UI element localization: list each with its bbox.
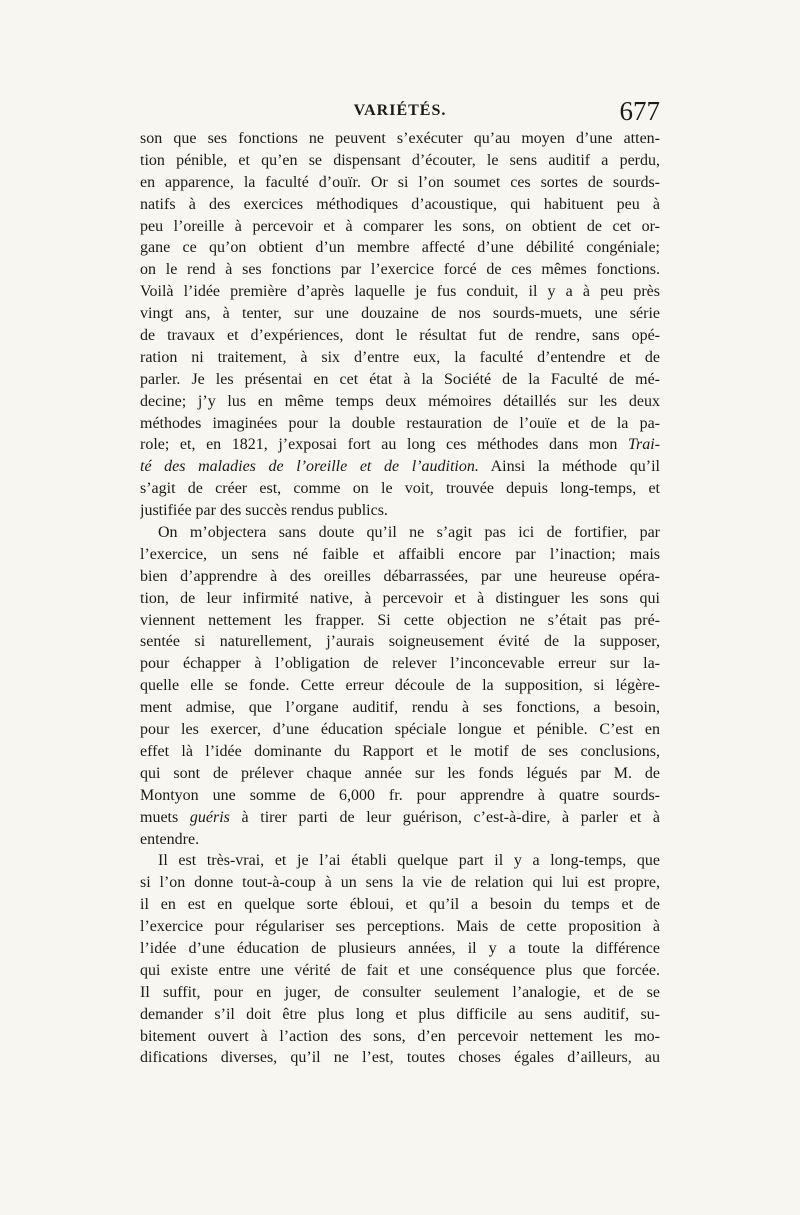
text-line bbox=[140, 850, 660, 872]
text-line bbox=[140, 544, 660, 566]
text-line bbox=[140, 675, 660, 697]
text-run: On m’objectera sans doute qu’il ne s’agit pas ici de fortifier, par bbox=[158, 524, 660, 542]
text-line bbox=[140, 369, 660, 391]
text-run: son que ses fonctions ne peuvent s’exécuter qu’au moyen d’une atten- bbox=[140, 130, 660, 147]
text-run: pour les exercer, d’une éducation spéciale longue et pénible. C’est en bbox=[140, 721, 660, 739]
text-line bbox=[140, 697, 660, 719]
text-line bbox=[140, 653, 660, 675]
text-run: bitement ouvert à l’action des sons, d’en percevoir nettement les mo- bbox=[140, 1027, 660, 1045]
page-number: 677 bbox=[619, 96, 660, 126]
text-line bbox=[140, 566, 660, 588]
text-run: en apparence, la faculté d’ouïr. Or si l’on soumet ces sortes de sourds- bbox=[140, 173, 660, 191]
paragraph bbox=[140, 522, 660, 850]
text-line bbox=[140, 807, 660, 829]
paragraph bbox=[140, 128, 660, 522]
text-run: de travaux et d’expériences, dont le résultat fut de rendre, sans opé- bbox=[140, 327, 660, 345]
text-run: Ainsi la méthode qu’il bbox=[478, 458, 660, 476]
text-line bbox=[140, 522, 660, 544]
text-line bbox=[140, 610, 660, 632]
text-line bbox=[140, 1026, 660, 1048]
text-run: vingt ans, à tenter, sur une douzaine de nos sourds-muets, une série bbox=[140, 305, 660, 323]
text-run: s’agit de créer est, comme on le voit, trouvée depuis long-temps, et bbox=[140, 480, 660, 498]
text-line bbox=[140, 938, 660, 960]
text-line bbox=[140, 982, 660, 1004]
text-run: l’exercice, un sens né faible et affaibli encore par l’inaction; mais bbox=[140, 545, 660, 563]
paragraph bbox=[140, 850, 660, 1069]
text-run: ration ni traitement, à six d’entre eux, la faculté d’entendre et de bbox=[140, 348, 660, 366]
body-text bbox=[140, 128, 660, 1069]
text-run: viennent nettement les frapper. Si cette objection ne s’était pas pré- bbox=[140, 611, 660, 629]
text-run: parler. Je les présentai en cet état à la Société de la Faculté de mé- bbox=[140, 370, 660, 388]
text-run: justifiée par des succès rendus publics. bbox=[140, 502, 388, 520]
text-run: effet là l’idée dominante du Rapport et le motif de ses conclusions, bbox=[140, 742, 660, 760]
text-run: qui existe entre une vérité de fait et une conséquence plus que forcée. bbox=[140, 961, 660, 979]
text-line bbox=[140, 872, 660, 894]
text-line bbox=[140, 741, 660, 763]
text-run: si l’on donne tout-à-coup à un sens la vie de relation qui lui est propre, bbox=[140, 874, 660, 892]
text-run: à tirer parti de leur guérison, c’est-à-dire, à parler et à bbox=[229, 808, 660, 826]
text-line bbox=[140, 259, 660, 281]
italic-text: guéris bbox=[189, 808, 230, 826]
text-line bbox=[140, 960, 660, 982]
text-line bbox=[140, 1047, 660, 1069]
text-run: l’exercice pour régulariser ses perceptions. Mais de cette proposition à bbox=[140, 918, 660, 936]
text-line bbox=[140, 281, 660, 303]
text-run: entendre. bbox=[140, 830, 200, 848]
text-line bbox=[140, 434, 660, 456]
text-run: Il est très-vrai, et je l’ai établi quelque part il y a long-temps, que bbox=[158, 852, 660, 870]
text-line bbox=[140, 500, 660, 522]
text-run: il en est en quelque sorte ébloui, et qu’il a besoin du temps et de bbox=[140, 896, 660, 914]
text-run: Voilà l’idée première d’après laquelle je fus conduit, il y a à peu près bbox=[140, 283, 660, 301]
text-run: sentée si naturellement, j’aurais soigneusement évité de la supposer, bbox=[140, 633, 660, 651]
italic-text: té des maladies de l’oreille et de l’audition. bbox=[140, 458, 479, 476]
text-run: méthodes imaginées pour la double restauration de l’ouïe et de la pa- bbox=[140, 414, 660, 432]
text-line bbox=[140, 785, 660, 807]
text-run: role; et, en 1821, j’exposai fort au long ces méthodes dans mon bbox=[140, 436, 628, 454]
text-line bbox=[140, 894, 660, 916]
text-run: ment admise, que l’organe auditif, rendu à ses fonctions, a besoin, bbox=[140, 699, 660, 717]
text-run: decine; j’y lus en même temps deux mémoires détaillés sur les deux bbox=[140, 392, 660, 410]
text-line bbox=[140, 303, 660, 325]
text-run: bien d’apprendre à des oreilles débarrassées, par une heureuse opéra- bbox=[140, 567, 660, 585]
text-line bbox=[140, 347, 660, 369]
text-line bbox=[140, 829, 660, 851]
text-run: muets bbox=[140, 808, 190, 826]
text-run: natifs à des exercices méthodiques d’acoustique, qui habituent peu à bbox=[140, 195, 660, 213]
text-run: tion pénible, et qu’en se dispensant d’écouter, le sens auditif a perdu, bbox=[140, 151, 660, 169]
text-line bbox=[140, 194, 660, 216]
text-line bbox=[140, 391, 660, 413]
text-line bbox=[140, 216, 660, 238]
text-line bbox=[140, 237, 660, 259]
text-line bbox=[140, 128, 660, 150]
text-line bbox=[140, 588, 660, 610]
text-run: demander s’il doit être plus long et plus difficile au sens auditif, su- bbox=[140, 1005, 660, 1023]
text-run: difications diverses, qu’il ne l’est, toutes choses égales d’ailleurs, au bbox=[140, 1049, 660, 1067]
text-run: gane ce qu’on obtient d’un membre affecté d’une débilité congéniale; bbox=[140, 239, 660, 257]
text-line bbox=[140, 172, 660, 194]
text-line bbox=[140, 916, 660, 938]
text-line bbox=[140, 631, 660, 653]
text-line bbox=[140, 325, 660, 347]
text-run: quelle elle se fonde. Cette erreur découle de la supposition, si légère- bbox=[140, 677, 660, 695]
text-line bbox=[140, 478, 660, 500]
text-run: l’idée d’une éducation de plusieurs années, il y a toute la différence bbox=[140, 939, 660, 957]
italic-text: Trai- bbox=[627, 436, 660, 454]
text-run: peu l’oreille à percevoir et à comparer les sons, on obtient de cet or- bbox=[140, 217, 660, 235]
text-line bbox=[140, 150, 660, 172]
text-run: tion, de leur infirmité native, à percevoir et à distinguer les sons qui bbox=[140, 589, 660, 607]
text-run: pour échapper à l’obligation de relever l’inconcevable erreur sur la- bbox=[140, 655, 660, 673]
running-title: VARIÉTÉS. bbox=[353, 102, 447, 119]
text-run: qui sont de prélever chaque année sur les fonds légués par M. de bbox=[140, 764, 660, 782]
text-line bbox=[140, 1004, 660, 1026]
text-line bbox=[140, 763, 660, 785]
text-line bbox=[140, 413, 660, 435]
text-run: Il suffit, pour en juger, de consulter seulement l’analogie, et de se bbox=[140, 983, 660, 1001]
text-line bbox=[140, 456, 660, 478]
text-run: Montyon une somme de 6,000 fr. pour apprendre à quatre sourds- bbox=[140, 786, 660, 804]
text-line bbox=[140, 719, 660, 741]
text-run: on le rend à ses fonctions par l’exercice forcé de ces mêmes fonctions. bbox=[140, 261, 660, 279]
